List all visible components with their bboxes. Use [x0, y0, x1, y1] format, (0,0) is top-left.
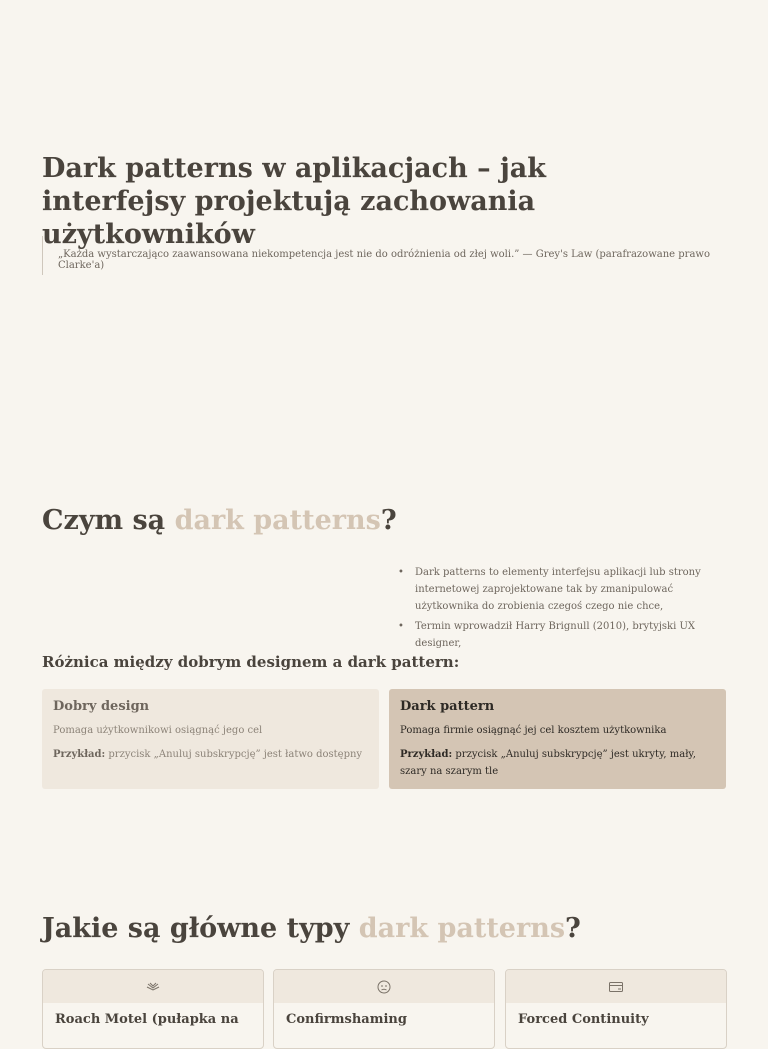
good-design-title: Dobry design	[53, 699, 150, 714]
credit-card-icon	[608, 980, 624, 994]
heading-accent: dark patterns	[174, 505, 381, 536]
card-icon-area	[274, 970, 494, 1003]
type-card-confirmshaming[interactable]	[273, 969, 495, 1049]
heading-post: ?	[380, 505, 397, 536]
list-item: • Termin wprowadził Harry Brignull (2010), brytyjski UX designer,	[398, 618, 723, 652]
compare-heading: Różnica między dobrym designem a dark pattern:	[42, 653, 460, 671]
hero-quote	[42, 236, 726, 275]
example-text: przycisk „Anuluj subskrypcję” jest ukryty, mały, szary na szarym tle	[400, 749, 696, 777]
card-icon-area	[506, 970, 726, 1003]
example-label: Przykład:	[53, 749, 106, 760]
page-title: Dark patterns w aplikacjach – jak interfejsy projektują zachowania użytkowników	[42, 153, 546, 250]
type-card-forced-continuity[interactable]	[505, 969, 727, 1049]
list-item: • Dark patterns to elementy interfejsu aplikacji lub strony internetowej zaprojektowane tak by zmanipulować użytkownika do zrobienia czegoś czego nie chce,	[398, 564, 723, 615]
card-title: Forced Continuity	[518, 1012, 649, 1027]
dark-pattern-title: Dark pattern	[400, 699, 495, 714]
type-card-roach-motel[interactable]	[42, 969, 264, 1049]
good-design-example	[53, 746, 368, 763]
example-text: przycisk „Anuluj subskrypcję” jest łatwo dostępny	[105, 749, 363, 760]
roach-icon	[145, 980, 161, 994]
heading-pre: Czym są	[42, 505, 175, 536]
heading-post: ?	[565, 913, 581, 944]
card-title: Roach Motel (pułapka na	[55, 1012, 239, 1027]
heading-pre: Jakie są główne typy	[42, 913, 359, 944]
section-heading-types	[42, 913, 581, 944]
dark-pattern-example	[400, 746, 715, 780]
good-design-desc: Pomaga użytkownikowi osiągnąć jego cel	[53, 725, 263, 736]
section-heading-what	[42, 505, 397, 536]
definition-list	[398, 564, 723, 655]
example-label: Przykład:	[400, 749, 453, 760]
dark-pattern-box	[389, 689, 726, 789]
quote-text: „Każda wystarczająco zaawansowana niekompetencja jest nie do odróżnienia od złej woli.” — Grey's Law (parafrazowane prawo Clarke'a)	[58, 249, 710, 271]
dark-pattern-desc: Pomaga firmie osiągnąć jej cel kosztem użytkownika	[400, 725, 667, 736]
good-design-box	[42, 689, 379, 789]
card-icon-area	[43, 970, 263, 1003]
face-icon	[376, 980, 392, 994]
card-title: Confirmshaming	[286, 1012, 407, 1027]
heading-accent: dark patterns	[358, 913, 566, 944]
